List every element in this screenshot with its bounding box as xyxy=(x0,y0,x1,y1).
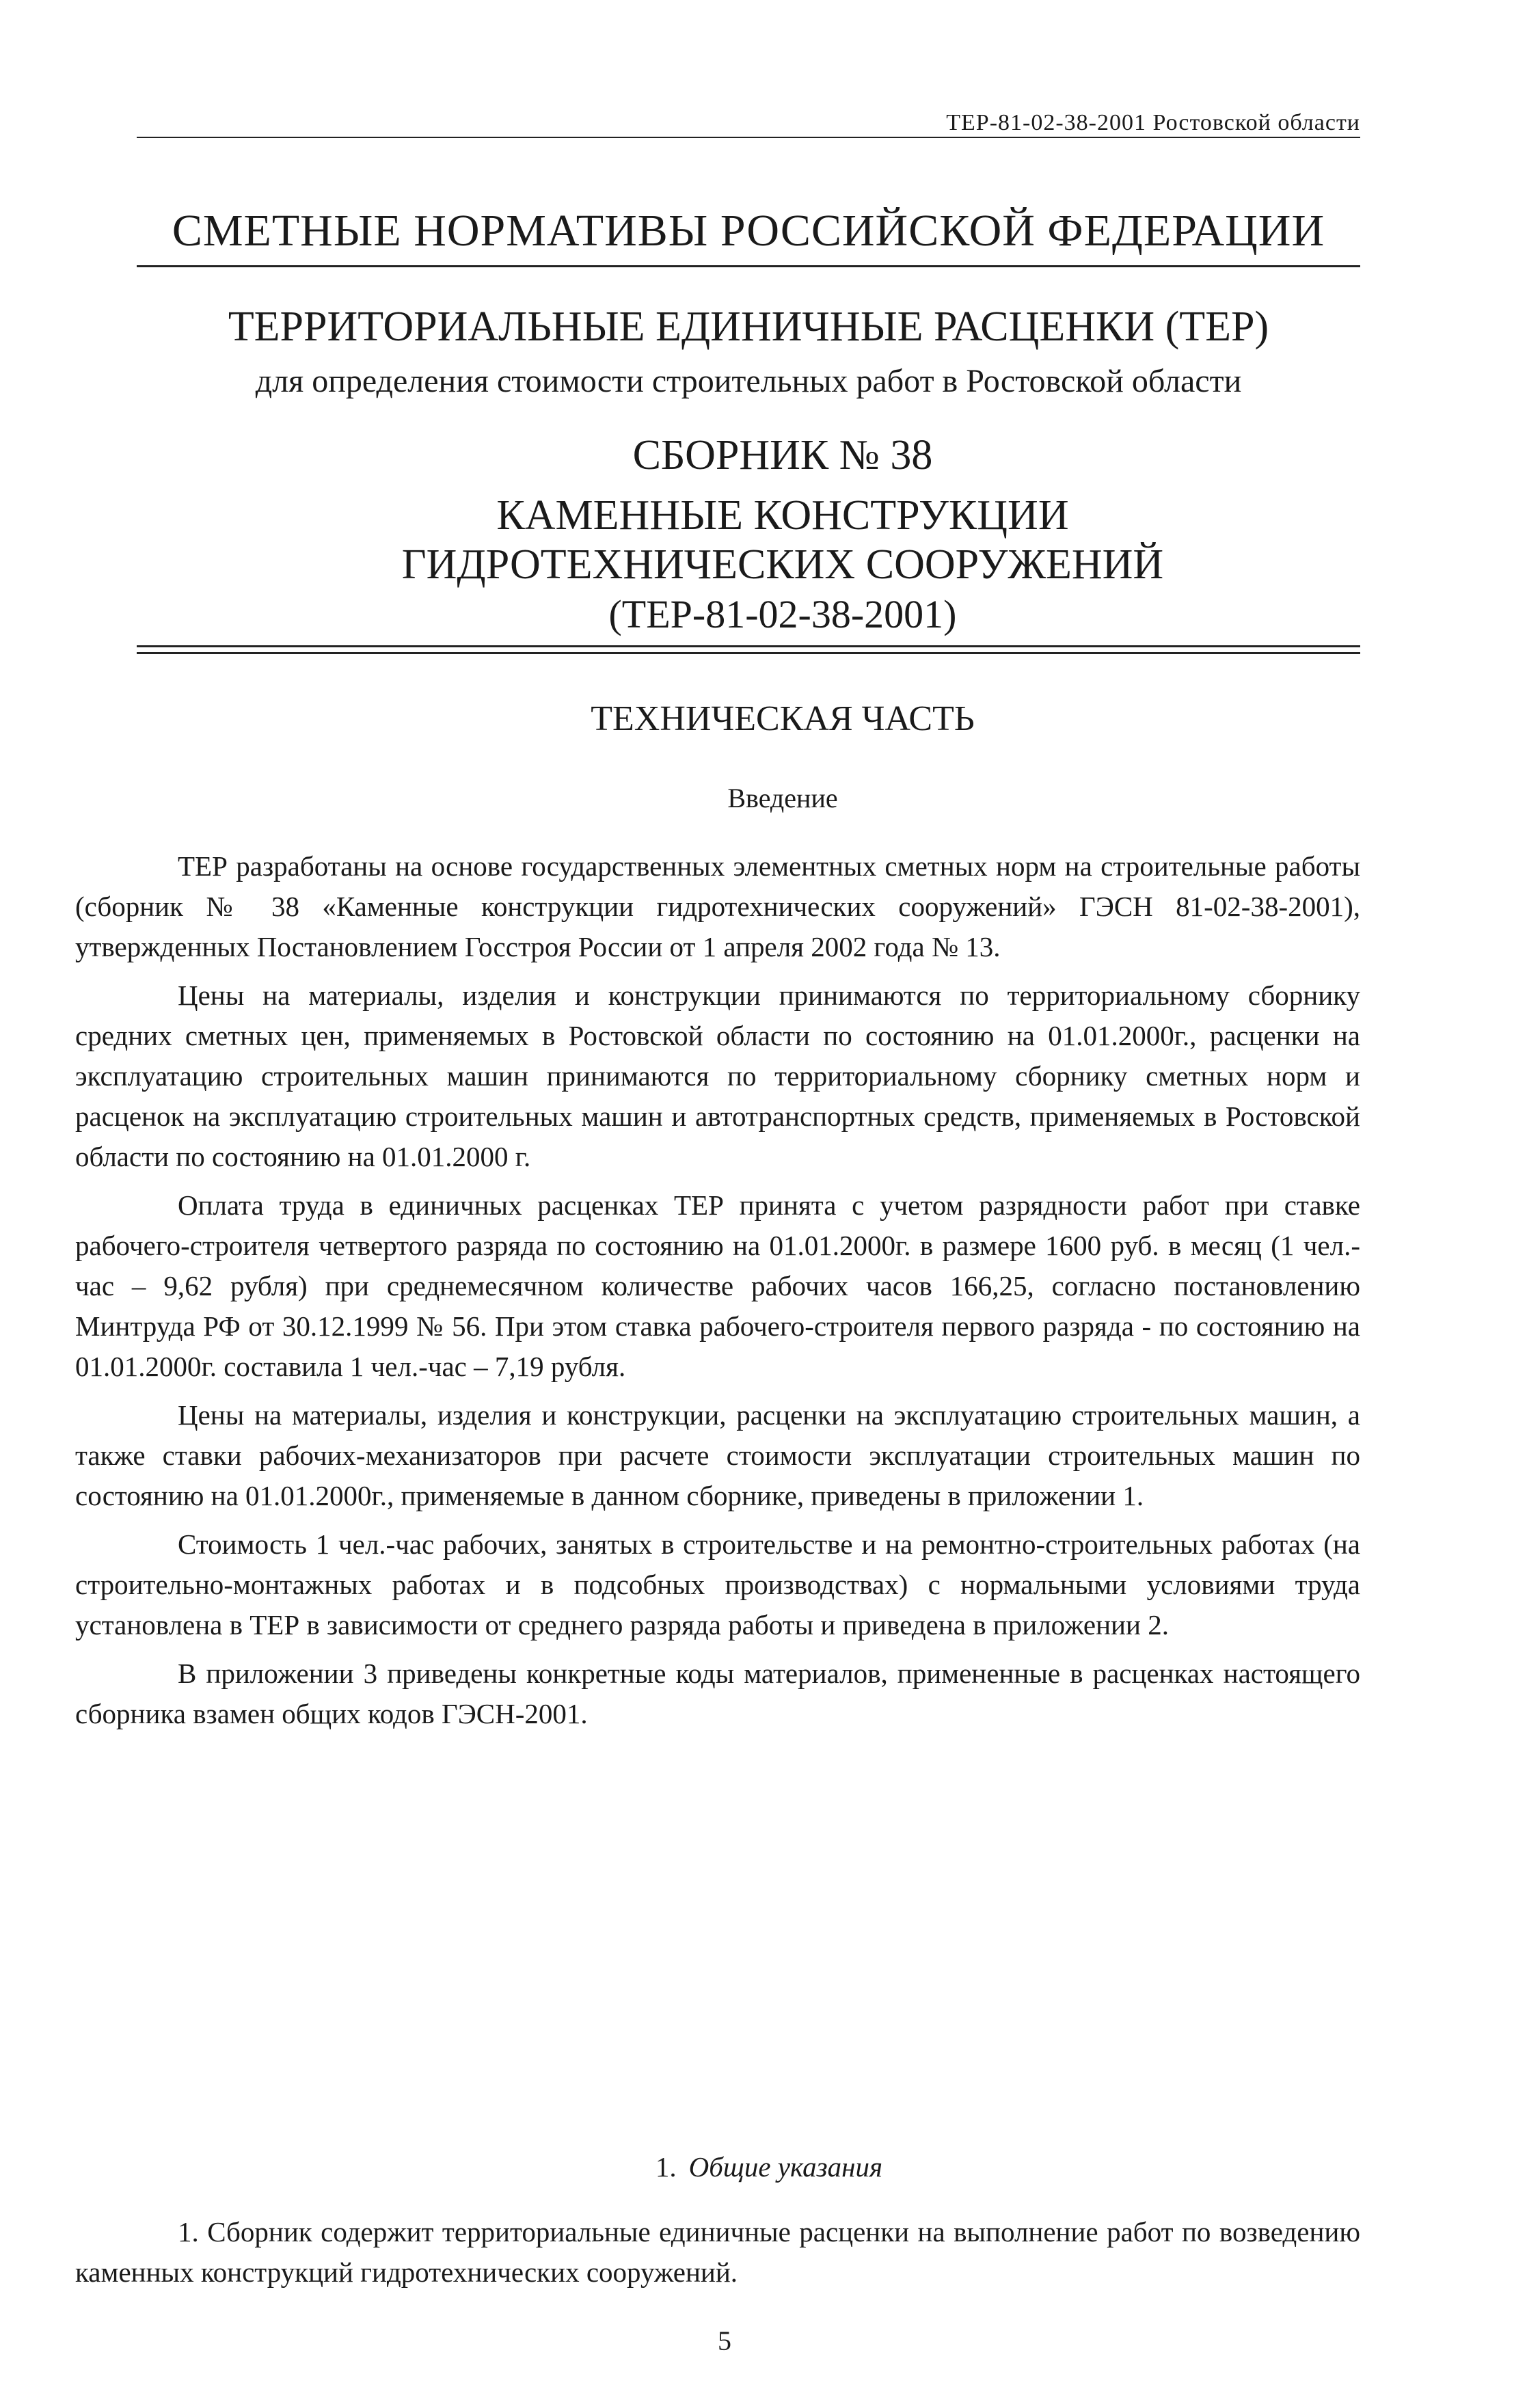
section-title: Общие указания xyxy=(688,2151,883,2183)
running-header xyxy=(137,109,1360,138)
introduction-body xyxy=(75,846,1360,1742)
paragraph: ТЕР разработаны на основе государственных элементных сметных норм на строительные работы (сборник № 38 «Каменные конструкции гидротехнических сооружений» ГЭСН 81-02-38-2001), утвержденных Постановлением Госстроя России от 1 апреля 2002 года № 13. xyxy=(75,850,1360,962)
collection-name-line-2: ГИДРОТЕХНИЧЕСКИХ СООРУЖЕНИЙ xyxy=(401,541,1164,588)
section-number: 1. xyxy=(655,2151,677,2183)
section-body xyxy=(75,2212,1360,2293)
introduction-heading: Введение xyxy=(727,783,838,813)
main-title: СМЕТНЫЕ НОРМАТИВЫ РОССИЙСКОЙ ФЕДЕРАЦИИ xyxy=(172,206,1325,256)
running-header-text: ТЕР-81-02-38-2001 Ростовской области xyxy=(946,110,1360,135)
ter-subtitle: для определения стоимости строительных работ в Ростовской области xyxy=(255,363,1242,399)
section-heading xyxy=(137,2149,1360,2185)
collection-code: (ТЕР-81-02-38-2001) xyxy=(608,592,957,636)
paragraph: Цены на материалы, изделия и конструкции принимаются по территориальному сборнику средних сметных цен, применяемых в Ростовской области по состоянию на 01.01.2000г., расценки на эксплуатацию строительных машин принимаются по территориальному сборнику сметных норм и расценок на эксплуатацию строительных машин и автотранспортных средств, применяемых в Ростовской области по состоянию на 01.01.2000 г. xyxy=(75,980,1360,1172)
paragraph: Стоимость 1 чел.-час рабочих, занятых в строительстве и на ремонтно-строительных работах (на строительно-монтажных работах и в подсобных производствах) с нормальными условиями труда установлена в ТЕР в зависимости от среднего разряда работы и приведена в приложении 2. xyxy=(75,1528,1360,1641)
page-number: 5 xyxy=(718,2325,731,2356)
ter-title: ТЕРРИТОРИАЛЬНЫЕ ЕДИНИЧНЫЕ РАСЦЕНКИ (ТЕР) xyxy=(228,303,1269,350)
technical-part-heading: ТЕХНИЧЕСКАЯ ЧАСТЬ xyxy=(591,699,975,738)
collection-name xyxy=(137,491,1360,589)
double-divider-top xyxy=(137,645,1360,647)
section-paragraph: 1. Сборник содержит территориальные единичные расценки на выполнение работ по возведению каменных конструкций гидротехнических сооружений. xyxy=(75,2216,1360,2288)
double-divider-bottom xyxy=(137,652,1360,654)
paragraph: В приложении 3 приведены конкретные коды материалов, примененные в расценках настоящего сборника взамен общих кодов ГЭСН-2001. xyxy=(75,1658,1360,1729)
paragraph: Цены на материалы, изделия и конструкции, расценки на эксплуатацию строительных машин, а также ставки рабочих-механизаторов при расчете стоимости эксплуатации строительных машин по состоянию на 01.01.2000г., применяемые в данном сборнике, приведены в приложении 1. xyxy=(75,1399,1360,1511)
title-divider xyxy=(137,265,1360,267)
collection-name-line-1: КАМЕННЫЕ КОНСТРУКЦИИ xyxy=(496,492,1069,539)
collection-number: СБОРНИК № 38 xyxy=(632,432,933,478)
paragraph: Оплата труда в единичных расценках ТЕР принята с учетом разрядности работ при ставке рабочего-строителя четвертого разряда по состоянию на 01.01.2000г. в размере 1600 руб. в месяц (1 чел.-час – 9,62 рубля) при среднемесячном количестве рабочих часов 166,25, согласно постановлению Минтруда РФ от 30.12.1999 № 56. При этом ставка рабочего-строителя первого разряда - по состоянию на 01.01.2000г. составила 1 чел.-час – 7,19 рубля. xyxy=(75,1189,1360,1382)
